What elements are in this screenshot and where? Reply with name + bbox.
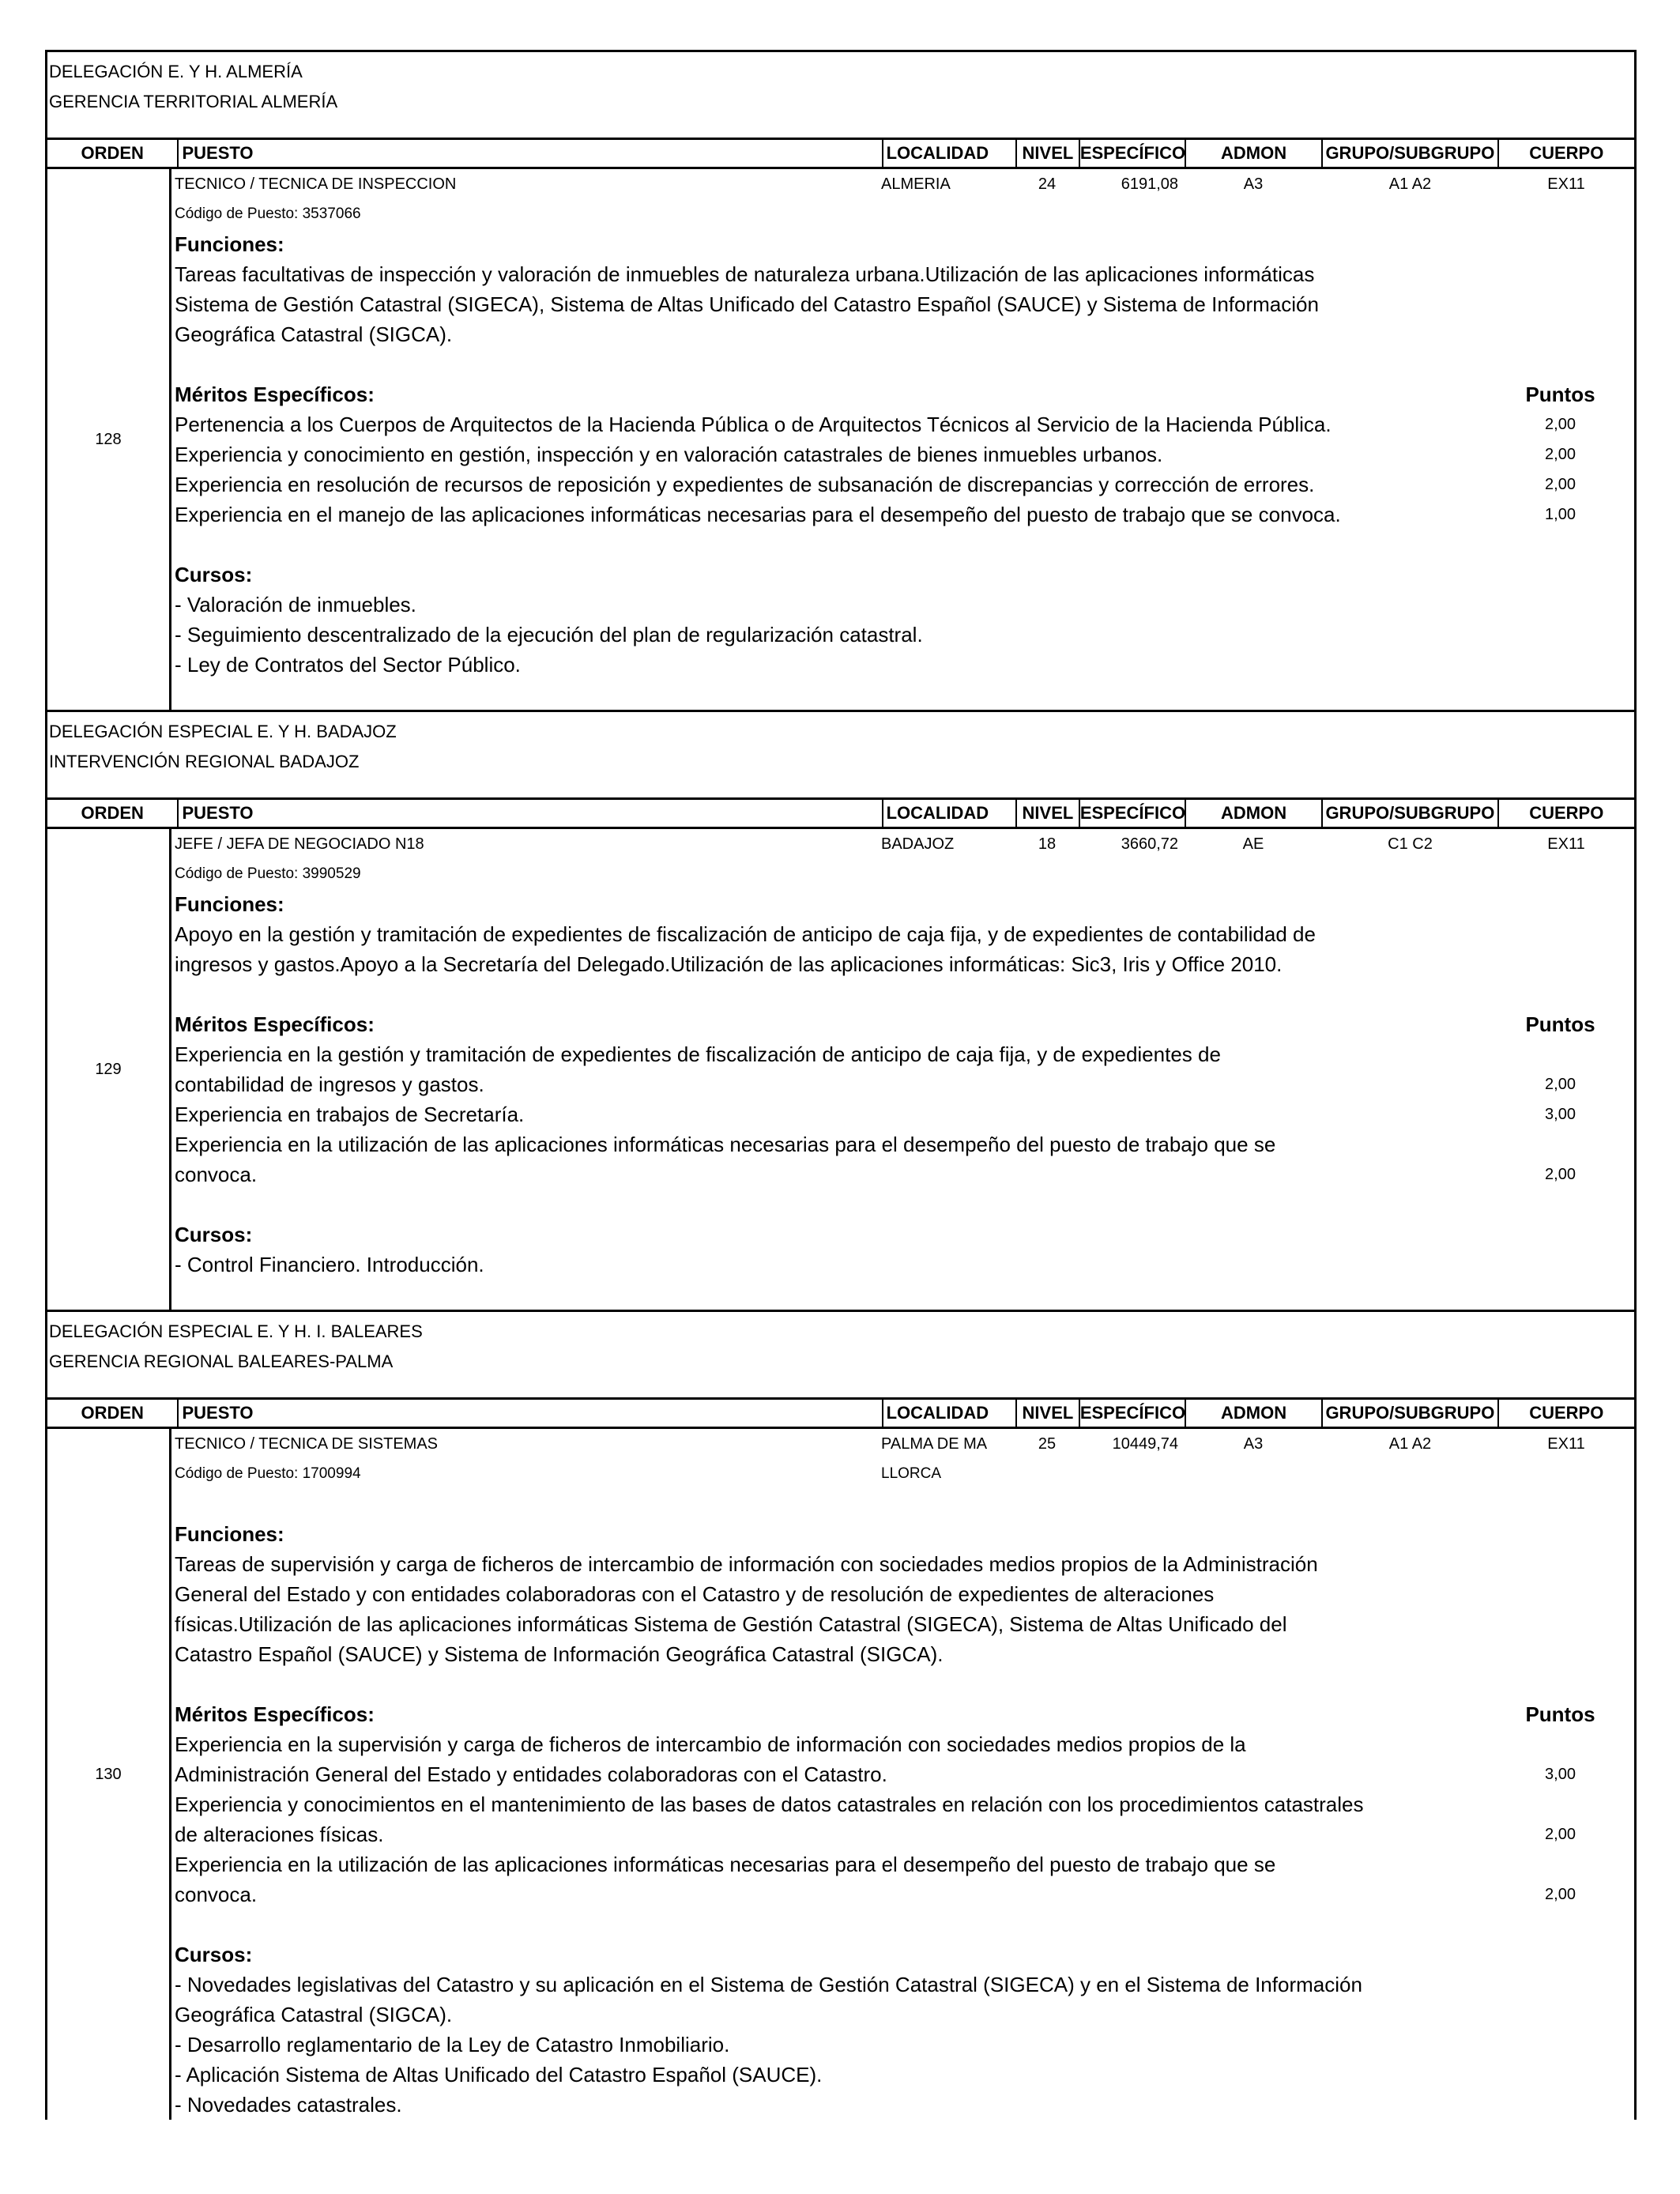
column-header-row bbox=[47, 797, 1634, 829]
office-name: GERENCIA REGIONAL BALEARES-PALMA bbox=[49, 1351, 394, 1371]
merito-text: convoca. bbox=[175, 1163, 258, 1186]
funciones-heading: Funciones: bbox=[175, 232, 284, 256]
orden-number: 128 bbox=[47, 169, 171, 710]
merito-row bbox=[175, 409, 1634, 439]
column-header-row bbox=[47, 1397, 1634, 1429]
puntos-heading: Puntos bbox=[1525, 383, 1595, 406]
delegation-header bbox=[47, 712, 1634, 797]
position-summary-row bbox=[175, 1429, 1634, 1459]
merito-text: Experiencia en la supervisión y carga de ficheros de intercambio de información con sociedades medios propios de la bbox=[175, 1732, 1246, 1756]
office-name: INTERVENCIÓN REGIONAL BADAJOZ bbox=[49, 752, 360, 771]
column-header-nivel: NIVEL bbox=[1017, 140, 1080, 167]
merito-row bbox=[175, 1849, 1634, 1879]
meritos-header-row bbox=[175, 1699, 1634, 1729]
position-body bbox=[47, 829, 1634, 1310]
office-name: GERENCIA TERRITORIAL ALMERÍA bbox=[49, 92, 338, 111]
meritos-heading: Méritos Específicos: bbox=[175, 383, 375, 406]
column-header-localidad: LOCALIDAD bbox=[883, 1400, 1017, 1427]
position-summary-row bbox=[175, 829, 1634, 859]
delegation-header bbox=[47, 52, 1634, 138]
merito-row bbox=[175, 1729, 1634, 1759]
column-header-orden: ORDEN bbox=[47, 800, 179, 827]
column-header-nivel: NIVEL bbox=[1017, 800, 1080, 827]
puesto-title: JEFE / JEFA DE NEGOCIADO N18 bbox=[175, 835, 424, 853]
position-summary-row bbox=[175, 169, 1634, 199]
cursos-heading: Cursos: bbox=[175, 1943, 253, 1966]
spacer bbox=[175, 680, 1634, 710]
merito-points: 3,00 bbox=[1545, 1766, 1576, 1783]
admon-value: A3 bbox=[1243, 175, 1264, 193]
merito-text: de alteraciones físicas. bbox=[175, 1823, 384, 1846]
funciones-line: Tareas de supervisión y carga de ficheros de intercambio de información con sociedades medios propios de la Administración bbox=[175, 1552, 1318, 1576]
orden-number: 130 bbox=[47, 1429, 171, 2120]
cursos-heading: Cursos: bbox=[175, 1223, 253, 1246]
column-header-cuerpo: CUERPO bbox=[1529, 1403, 1604, 1423]
column-header-grupo: GRUPO/SUBGRUPO bbox=[1323, 1400, 1498, 1427]
funciones-line: Geográfica Catastral (SIGCA). bbox=[175, 322, 453, 346]
grupo-value: A1 A2 bbox=[1388, 175, 1432, 193]
merito-text: Experiencia en trabajos de Secretaría. bbox=[175, 1103, 525, 1126]
column-header-especifico: ESPECÍFICO bbox=[1080, 1400, 1186, 1427]
meritos-header-row bbox=[175, 1009, 1634, 1039]
merito-points: 2,00 bbox=[1545, 446, 1576, 463]
merito-points: 2,00 bbox=[1545, 1886, 1576, 1903]
spacer bbox=[175, 530, 1634, 560]
nivel-value: 25 bbox=[1038, 1435, 1057, 1453]
puntos-heading: Puntos bbox=[1525, 1702, 1595, 1726]
position-body bbox=[47, 169, 1634, 710]
admon-value: A3 bbox=[1243, 1435, 1264, 1453]
column-header-nivel: NIVEL bbox=[1017, 1400, 1080, 1427]
puntos-heading: Puntos bbox=[1525, 1012, 1595, 1036]
merito-row bbox=[175, 439, 1634, 469]
cursos-heading: Cursos: bbox=[175, 563, 253, 586]
column-header-orden: ORDEN bbox=[47, 140, 179, 167]
delegation-name: DELEGACIÓN E. Y H. ALMERÍA bbox=[49, 62, 303, 81]
funciones-heading: Funciones: bbox=[175, 892, 284, 916]
puesto-title: TECNICO / TECNICA DE SISTEMAS bbox=[175, 1435, 439, 1453]
codigo-puesto: Código de Puesto: 1700994 bbox=[175, 1465, 361, 1482]
column-header-puesto: PUESTO bbox=[179, 140, 883, 167]
column-header-cuerpo: CUERPO bbox=[1529, 803, 1604, 823]
merito-text: Experiencia en resolución de recursos de reposición y expedientes de subsanación de discrepancias y corrección de errores. bbox=[175, 473, 1315, 496]
merito-row bbox=[175, 1129, 1634, 1159]
merito-text: Experiencia en el manejo de las aplicaciones informáticas necesarias para el desempeño del puesto de trabajo que se convoca. bbox=[175, 503, 1341, 526]
delegation-name: DELEGACIÓN ESPECIAL E. Y H. I. BALEARES bbox=[49, 1321, 423, 1341]
merito-text: Experiencia y conocimientos en el mantenimiento de las bases de datos catastrales en relación con los procedimientos catastrales bbox=[175, 1793, 1364, 1816]
spacer bbox=[175, 1189, 1634, 1220]
curso-line: - Valoración de inmuebles. bbox=[175, 593, 416, 616]
merito-row bbox=[175, 1069, 1634, 1099]
position-block bbox=[45, 50, 1637, 710]
merito-text: convoca. bbox=[175, 1883, 258, 1906]
merito-row bbox=[175, 1039, 1634, 1069]
position-body bbox=[47, 1429, 1634, 2120]
column-header-grupo: GRUPO/SUBGRUPO bbox=[1323, 800, 1498, 827]
column-header-orden: ORDEN bbox=[47, 1400, 179, 1427]
curso-line: - Desarrollo reglamentario de la Ley de Catastro Inmobiliario. bbox=[175, 2033, 730, 2056]
meritos-heading: Méritos Específicos: bbox=[175, 1012, 375, 1036]
merito-points: 2,00 bbox=[1545, 416, 1576, 433]
curso-line: - Aplicación Sistema de Altas Unificado del Catastro Español (SAUCE). bbox=[175, 2063, 823, 2087]
position-details bbox=[171, 1429, 1634, 2120]
grupo-value: C1 C2 bbox=[1388, 835, 1433, 853]
codigo-row bbox=[175, 1459, 1634, 1489]
merito-text: Experiencia en la utilización de las aplicaciones informáticas necesarias para el desempeño del puesto de trabajo que se bbox=[175, 1853, 1276, 1876]
especifico-value: 6191,08 bbox=[1121, 175, 1178, 193]
localidad-continuation bbox=[881, 859, 1015, 889]
column-header-admon: ADMON bbox=[1186, 1400, 1323, 1427]
funciones-line: Tareas facultativas de inspección y valoración de inmuebles de naturaleza urbana.Utilización de las aplicaciones informáticas bbox=[175, 262, 1315, 286]
funciones-line: Sistema de Gestión Catastral (SIGECA), Sistema de Altas Unificado del Catastro Español (SAUCE) y Sistema de Información bbox=[175, 292, 1319, 316]
merito-points: 2,00 bbox=[1545, 476, 1576, 493]
column-header-cuerpo: CUERPO bbox=[1529, 143, 1604, 163]
column-header-admon: ADMON bbox=[1186, 800, 1323, 827]
merito-text: Experiencia en la utilización de las aplicaciones informáticas necesarias para el desempeño del puesto de trabajo que se bbox=[175, 1133, 1276, 1156]
merito-points: 3,00 bbox=[1545, 1106, 1576, 1123]
merito-row bbox=[175, 1099, 1634, 1129]
merito-row bbox=[175, 1759, 1634, 1789]
localidad-continuation bbox=[881, 199, 1015, 229]
curso-line: - Seguimiento descentralizado de la ejecución del plan de regularización catastral. bbox=[175, 623, 923, 647]
curso-line: - Novedades catastrales. bbox=[175, 2093, 402, 2117]
cuerpo-value: EX11 bbox=[1547, 1435, 1585, 1453]
localidad-value: ALMERIA bbox=[881, 175, 951, 193]
merito-points: 2,00 bbox=[1545, 1166, 1576, 1183]
spacer bbox=[175, 349, 1634, 379]
curso-line: - Ley de Contratos del Sector Público. bbox=[175, 653, 521, 677]
localidad-value: PALMA DE MA bbox=[881, 1435, 988, 1453]
position-block bbox=[45, 710, 1637, 1310]
merito-row bbox=[175, 469, 1634, 499]
document-page bbox=[45, 50, 1637, 2120]
spacer bbox=[175, 1280, 1634, 1310]
column-header-grupo: GRUPO/SUBGRUPO bbox=[1323, 140, 1498, 167]
position-details bbox=[171, 829, 1634, 1310]
localidad-continuation: LLORCA bbox=[881, 1465, 942, 1482]
column-header-localidad: LOCALIDAD bbox=[883, 800, 1017, 827]
admon-value: AE bbox=[1242, 835, 1264, 853]
funciones-line: General del Estado y con entidades colaboradoras con el Catastro y de resolución de expedientes de alteraciones bbox=[175, 1582, 1215, 1606]
column-header-puesto: PUESTO bbox=[179, 1400, 883, 1427]
curso-line: - Novedades legislativas del Catastro y su aplicación en el Sistema de Gestión Catastral (SIGECA) y en el Sistema de Información bbox=[175, 1973, 1362, 1996]
funciones-line: físicas.Utilización de las aplicaciones informáticas Sistema de Gestión Catastral (SIGECA), Sistema de Altas Unificado del bbox=[175, 1612, 1287, 1636]
grupo-value: A1 A2 bbox=[1388, 1435, 1432, 1453]
meritos-header-row bbox=[175, 379, 1634, 409]
curso-line: - Control Financiero. Introducción. bbox=[175, 1253, 484, 1276]
column-header-puesto: PUESTO bbox=[179, 800, 883, 827]
cuerpo-value: EX11 bbox=[1547, 835, 1585, 853]
merito-text: contabilidad de ingresos y gastos. bbox=[175, 1072, 484, 1096]
merito-points: 1,00 bbox=[1545, 506, 1576, 523]
especifico-value: 10449,74 bbox=[1112, 1435, 1178, 1453]
merito-text: Experiencia en la gestión y tramitación de expedientes de fiscalización de anticipo de caja fija, y de expedientes de bbox=[175, 1042, 1221, 1066]
funciones-line: Apoyo en la gestión y tramitación de expedientes de fiscalización de anticipo de caja fija, y de expedientes de contabilidad de bbox=[175, 922, 1316, 946]
spacer bbox=[175, 1489, 1634, 1519]
spacer bbox=[175, 979, 1634, 1009]
codigo-puesto: Código de Puesto: 3537066 bbox=[175, 205, 361, 222]
delegation-header bbox=[47, 1312, 1634, 1397]
merito-row bbox=[175, 1789, 1634, 1819]
position-details bbox=[171, 169, 1634, 710]
curso-line: Geográfica Catastral (SIGCA). bbox=[175, 2003, 453, 2026]
puesto-title: TECNICO / TECNICA DE INSPECCION bbox=[175, 175, 457, 193]
merito-text: Experiencia y conocimiento en gestión, inspección y en valoración catastrales de bienes inmuebles urbanos. bbox=[175, 443, 1163, 466]
position-block bbox=[45, 1310, 1637, 2120]
merito-row bbox=[175, 1819, 1634, 1849]
nivel-value: 18 bbox=[1038, 835, 1057, 853]
column-header-especifico: ESPECÍFICO bbox=[1080, 800, 1186, 827]
codigo-row bbox=[175, 199, 1634, 229]
especifico-value: 3660,72 bbox=[1121, 835, 1178, 853]
delegation-name: DELEGACIÓN ESPECIAL E. Y H. BADAJOZ bbox=[49, 722, 397, 741]
codigo-puesto: Código de Puesto: 3990529 bbox=[175, 865, 361, 882]
meritos-heading: Méritos Específicos: bbox=[175, 1702, 375, 1726]
merito-points: 2,00 bbox=[1545, 1826, 1576, 1843]
merito-text: Administración General del Estado y entidades colaboradoras con el Catastro. bbox=[175, 1762, 887, 1786]
merito-text: Pertenencia a los Cuerpos de Arquitectos de la Hacienda Pública o de Arquitectos Técnicos al Servicio de la Hacienda Pública. bbox=[175, 413, 1332, 436]
spacer bbox=[175, 1669, 1634, 1699]
nivel-value: 24 bbox=[1038, 175, 1057, 193]
merito-row bbox=[175, 1879, 1634, 1909]
column-header-row bbox=[47, 138, 1634, 169]
funciones-line: ingresos y gastos.Apoyo a la Secretaría del Delegado.Utilización de las aplicaciones informáticas: Sic3, Iris y Office 2010. bbox=[175, 952, 1283, 976]
merito-row bbox=[175, 1159, 1634, 1189]
funciones-heading: Funciones: bbox=[175, 1522, 284, 1546]
column-header-especifico: ESPECÍFICO bbox=[1080, 140, 1186, 167]
funciones-line: Catastro Español (SAUCE) y Sistema de Información Geográfica Catastral (SIGCA). bbox=[175, 1642, 944, 1666]
codigo-row bbox=[175, 859, 1634, 889]
orden-number: 129 bbox=[47, 829, 171, 1310]
spacer bbox=[175, 1909, 1634, 1940]
merito-row bbox=[175, 499, 1634, 530]
merito-points: 2,00 bbox=[1545, 1076, 1576, 1093]
localidad-value: BADAJOZ bbox=[881, 835, 955, 853]
column-header-admon: ADMON bbox=[1186, 140, 1323, 167]
column-header-localidad: LOCALIDAD bbox=[883, 140, 1017, 167]
cuerpo-value: EX11 bbox=[1547, 175, 1585, 193]
